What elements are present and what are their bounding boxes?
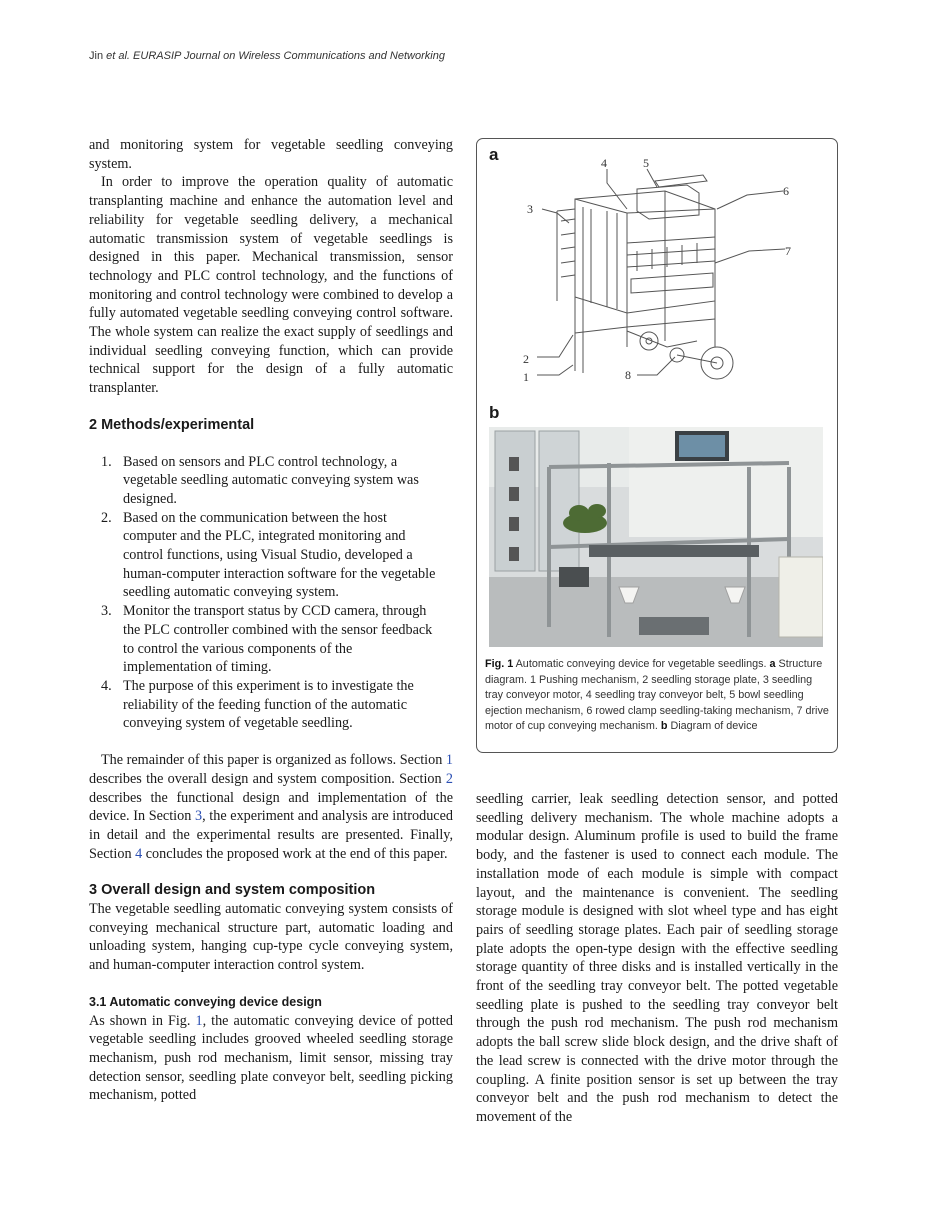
figure-1 [476,138,838,753]
paragraph-intro-aim: In order to improve the operation quality of automatic transplanting machine and enhance the automation level and reliability for vegetable seedling delivery, a mechanical automatic transmission system of vegetable seedlings is designed in this paper. Mechanical transmission, sensor technology and PLC control technology, and the functions of monitoring and control technology were combined to develop a fully automated vegetable seedling conveying control software. The whole system can realize the exact supply of seedlings and individual seedling conveying function, which can provide technical support for the design of a fully automatic transplanter. [89,174,453,397]
right-column [476,790,838,1127]
header-author: Jin [89,50,107,62]
section-3-heading: 3 Overall design and system composition [89,882,376,899]
section-ref-4[interactable]: 4 [135,845,143,862]
callout-5: 5 [643,156,649,170]
section-2-heading: 2 Methods/experimental [89,416,255,433]
header-journal: EURASIP Journal on Wireless Communications and Networking [129,50,445,62]
subsection-3-1-heading: 3.1 Automatic conveying device design [89,994,322,1009]
callout-3: 3 [527,202,533,216]
structure-diagram [487,151,817,401]
callout-2: 2 [523,352,529,366]
list-item: 3. Monitor the transport status by CCD camera, through the PLC controller combined with the sensor feedback to control the various components of the implementation of timing. [101,603,433,676]
paragraph-continued: and monitoring system for vegetable seedling conveying system. [89,137,453,172]
list-item: 2. Based on the communication between the host computer and the PLC, integrated monitoring and control functions, using Visual Studio, developed a human-computer interaction software for the vegetable seedling automatic conveying system. [101,509,436,601]
callout-6: 6 [783,184,789,198]
callout-8: 8 [625,368,631,382]
running-header [89,50,445,62]
paragraph-device-design: As shown in Fig. 1, the automatic conveying device of potted vegetable seedling includes grooved wheeled seedling storage mechanism, push rod mechanism, limit sensor, missing tray detection sensor, seedling plate conveyor belt, seedling picking mechanism, potted [89,1012,453,1104]
callout-1: 1 [523,370,529,384]
callout-4: 4 [601,156,607,170]
header-etal: et al. [106,50,130,62]
figure-ref-1[interactable]: 1 [195,1012,203,1029]
paragraph-system-composition: The vegetable seedling automatic conveying system consists of conveying mechanical structure part, automatic loading and unloading system, hanging cup-type cycle conveying system, and human-computer interaction control system. [89,901,453,974]
section-ref-2[interactable]: 2 [445,770,453,787]
section-ref-1[interactable]: 1 [445,752,453,769]
methods-list [89,453,453,734]
figure-caption: Fig. 1 Automatic conveying device for vegetable seedlings. a Structure diagram. 1 Pushing mechanism, 2 seedling storage plate, 3 seedling tray conveyor motor, 4 seedling tray conveyor belt, 5 bowl seedling ejection mechanism, 6 rowed clamp seedling-taking mechanism, 7 drive motor of cup conveying mechanism. b Diagram of device [485,658,829,733]
list-item: 1. Based on sensors and PLC control technology, a vegetable seedling automatic conveying system was designed. [101,453,419,507]
panel-b-label: b [489,403,500,422]
paragraph-organization: The remainder of this paper is organized as follows. Section 1 describes the overall design and system composition. Section 2 describes the functional design and implementation of the device. In Section 3, the experiment and analysis are introduced in detail and the experimental results are presented. Finally, Section 4 concludes the proposed work at the end of this paper. [89,752,453,862]
list-item: 4. The purpose of this experiment is to investigate the reliability of the feeding function of the automatic conveying system of vegetable seedling. [101,677,414,732]
panel-a-label: a [489,145,499,164]
section-ref-3[interactable]: 3 [194,808,203,825]
left-column [89,136,453,1105]
callout-7: 7 [785,244,791,258]
paragraph-device-continued: seedling carrier, leak seedling detection sensor, and potted seedling delivery mechanism. The whole machine adopts a modular design. Aluminum profile is used to build the frame body, and the fastener is used to connect each module. The installation mode of each module is simple with compact layout, and the maintenance is convenient. The seedling storage module is designed with slot wheel type and has eight pairs of seedling storage plates. Each pair of seedling storage plate adopts the open-type design with the effective seedling storage quantity of three disks and is installed vertically in the front of the seedling tray conveyor belt. The potted vegetable seedling plate is pushed to the seedling tray conveyor belt through the push rod mechanism. The push rod mechanism adopts the ball screw slide block design, and the drive shaft of the lead screw is connected with the drive motor through the coupling. A finite position sensor is set up between the tray conveyor belt and the push rod mechanism to detect the movement of the [476,791,838,1125]
device-photo [489,427,823,647]
